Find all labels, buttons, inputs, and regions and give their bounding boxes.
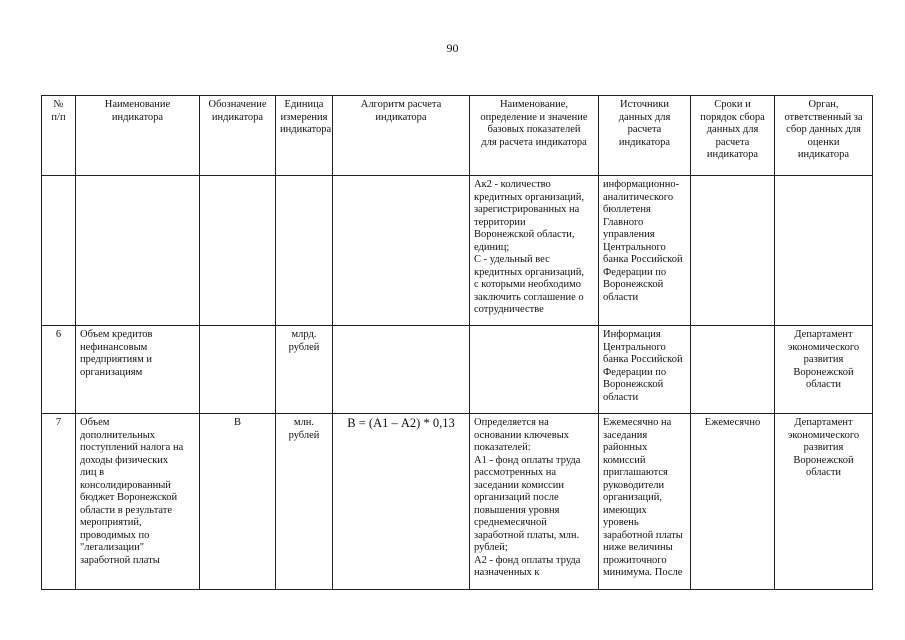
page-number: 90	[446, 41, 459, 55]
cell-responsible-body: Департамент экономического развития Воронежской области	[775, 326, 873, 414]
header-algorithm: Алгоритм расчета индикатора	[333, 96, 470, 176]
cell-unit	[276, 176, 333, 326]
cell-responsible-body: Департамент экономического развития Воронежской области	[775, 414, 873, 590]
header-indicator-name: Наименование индикатора	[76, 96, 200, 176]
cell-data-sources: информационно- аналитического бюллетеня Главного управления Центрального банка Российской Федерации по Воронежской области	[599, 176, 691, 326]
cell-number: 6	[42, 326, 76, 414]
table-row	[42, 414, 873, 590]
cell-responsible-body	[775, 176, 873, 326]
cell-base-indicators: Ак2 - количество кредитных организаций, зарегистрированных на территории Воронежской области, единиц; С - удельный вес кредитных организаций, с которыми необходимо заключить соглашение о сотрудничестве	[470, 176, 599, 326]
header-number: № п/п	[42, 96, 76, 176]
table-header-row	[42, 96, 873, 176]
header-base-indicators: Наименование, определение и значение базовых показателей для расчета индикатора	[470, 96, 599, 176]
cell-designation	[200, 326, 276, 414]
cell-base-indicators	[470, 326, 599, 414]
cell-algorithm	[333, 176, 470, 326]
cell-algorithm: В = (А1 – А2) * 0,13	[333, 414, 470, 590]
cell-data-sources: Ежемесячно на заседания районных комиссий приглашаются руководители организаций, имеющих уровень заработной платы ниже величины прожиточного минимума. После	[599, 414, 691, 590]
cell-number	[42, 176, 76, 326]
cell-indicator-name: Объем дополнительных поступлений налога на доходы физических лиц в консолидированный бюджет Воронежской области в результате мероприятий, проводимых по "легализации" заработной платы	[76, 414, 200, 590]
cell-collection-timing: Ежемесячно	[691, 414, 775, 590]
header-data-sources: Источники данных для расчета индикатора	[599, 96, 691, 176]
cell-unit: млрд. рублей	[276, 326, 333, 414]
cell-designation	[200, 176, 276, 326]
cell-collection-timing	[691, 176, 775, 326]
cell-collection-timing	[691, 326, 775, 414]
indicators-table	[41, 95, 873, 590]
table-row	[42, 326, 873, 414]
cell-indicator-name	[76, 176, 200, 326]
table-row	[42, 176, 873, 326]
cell-designation: В	[200, 414, 276, 590]
header-designation: Обозначение индикатора	[200, 96, 276, 176]
cell-algorithm	[333, 326, 470, 414]
header-responsible-body: Орган, ответственный за сбор данных для оценки индикатора	[775, 96, 873, 176]
cell-indicator-name: Объем кредитов нефинансовым предприятиям и организациям	[76, 326, 200, 414]
cell-base-indicators: Определяется на основании ключевых показателей: А1 - фонд оплаты труда рассмотренных на заседании комиссии организаций после повышения уровня среднемесячной заработной платы, млн. рублей; А2 - фонд оплаты труда назначенных к	[470, 414, 599, 590]
cell-unit: млн. рублей	[276, 414, 333, 590]
cell-number: 7	[42, 414, 76, 590]
header-collection-timing: Сроки и порядок сбора данных для расчета индикатора	[691, 96, 775, 176]
cell-data-sources: Информация Центрального банка Российской Федерации по Воронежской области	[599, 326, 691, 414]
header-unit: Единица измерения индикатора	[276, 96, 333, 176]
